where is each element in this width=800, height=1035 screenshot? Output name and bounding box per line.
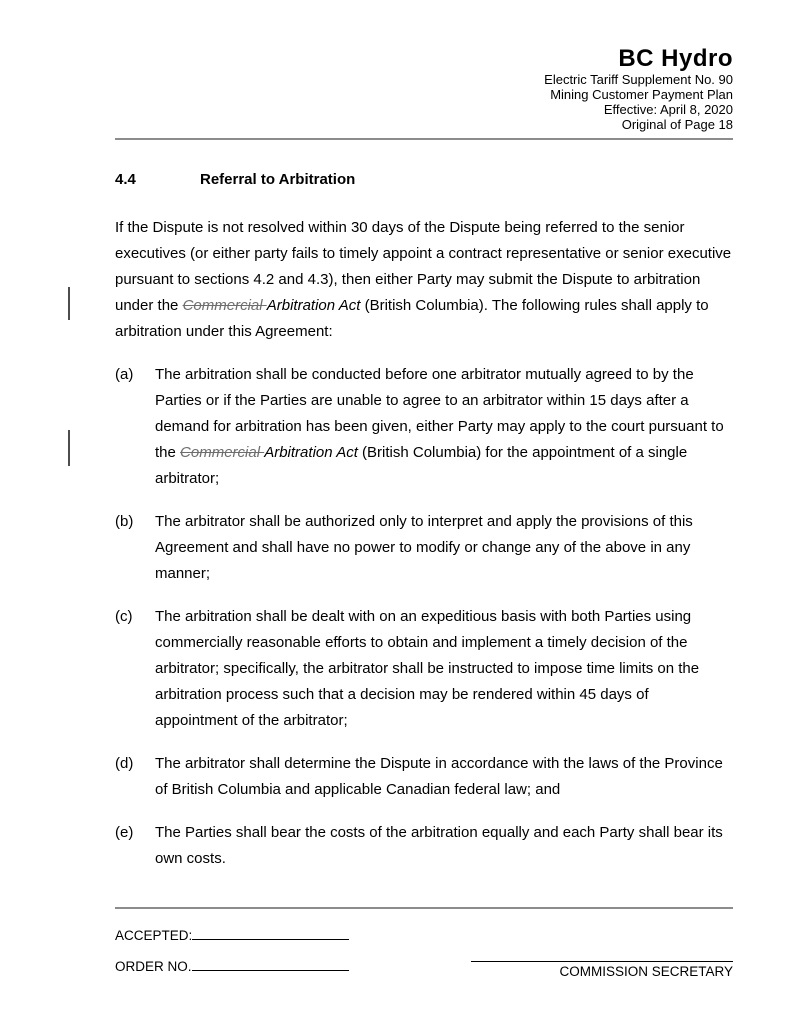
accepted-row — [115, 926, 733, 944]
list-item-b — [115, 509, 733, 587]
intro-text-before: If the Dispute is not resolved within 30 days of the Dispute being referred to the senior executives (or either party fails to timely appoint a contract representative or senior executive pursuant to sections 4.2 and 4.3), then either Party may submit the Dispute to arbitration under the — [115, 219, 732, 314]
struck-word: Commercial — [180, 444, 261, 461]
act-name: Arbitration Act — [264, 444, 358, 461]
list-item-text: The arbitrator shall determine the Dispute in accordance with the laws of the Province of British Columbia and applicable Canadian federal law; and — [155, 755, 723, 798]
header-effective-line: Effective: April 8, 2020 — [603, 102, 733, 117]
list-marker: (e) — [115, 824, 134, 841]
list-item-d — [115, 751, 733, 803]
list-item-text: The arbitrator shall be authorized only to interpret and apply the provisions of this Agreement and shall have no power to modify or change any of the above in any manner; — [155, 513, 693, 582]
act-name: Arbitration Act — [266, 297, 361, 314]
accepted-blank-line — [192, 926, 349, 940]
list-item-c — [115, 604, 733, 734]
revision-change-bar — [68, 287, 70, 320]
list-item-a — [115, 362, 733, 492]
footer-rule — [115, 907, 733, 909]
item-text-after: (British Columbia) for the appointment of a single arbitrator; — [155, 444, 688, 487]
list-item-text: The Parties shall bear the costs of the arbitration equally and each Party shall bear its own costs. — [155, 824, 723, 867]
intro-text-after: (British Columbia). The following rules shall apply to arbitration under this Agreement: — [115, 297, 709, 340]
list-marker: (d) — [115, 755, 134, 772]
section-heading — [115, 170, 733, 190]
list-marker: (c) — [115, 608, 133, 625]
list-item-text — [155, 362, 733, 492]
list-marker: (b) — [115, 513, 134, 530]
struck-word: Commercial — [182, 297, 263, 314]
header-rule — [115, 138, 733, 140]
intro-paragraph — [115, 215, 733, 345]
header-page-line: Original of Page 18 — [621, 117, 733, 132]
header-plan-line: Mining Customer Payment Plan — [550, 87, 733, 102]
item-text-before: The arbitration shall be conducted before one arbitrator mutually agreed to by the Parties or if the Parties are unable to agree to an arbitrator within 15 days after a demand for arbitration has been given, either Party may apply to the court pursuant to the — [155, 366, 724, 461]
list-item-text: The arbitration shall be dealt with on an expeditious basis with both Parties using commercially reasonable efforts to obtain and implement a timely decision of the arbitrator; specifically, the arbitrator shall be instructed to impose time limits on the arbitration process such that a decision may be rendered within 45 days of appointment of the arbitrator; — [155, 608, 700, 729]
list-item-e — [115, 820, 733, 872]
accepted-label: ACCEPTED: — [115, 928, 193, 943]
list-marker: (a) — [115, 366, 134, 383]
section-number: 4.4 — [115, 171, 136, 188]
order-blank-line — [192, 957, 349, 971]
order-label: ORDER NO. — [115, 959, 192, 974]
document-header — [115, 46, 733, 140]
signature-line — [471, 947, 733, 962]
revision-change-bar — [68, 430, 70, 466]
commission-secretary-label: COMMISSION SECRETARY — [559, 964, 733, 979]
section-title: Referral to Arbitration — [200, 171, 356, 188]
signature-block — [471, 947, 733, 980]
document-title: BC Hydro — [618, 45, 733, 72]
document-footer — [115, 907, 733, 979]
document-body — [115, 170, 733, 872]
header-supplement-line: Electric Tariff Supplement No. 90 — [544, 72, 733, 87]
